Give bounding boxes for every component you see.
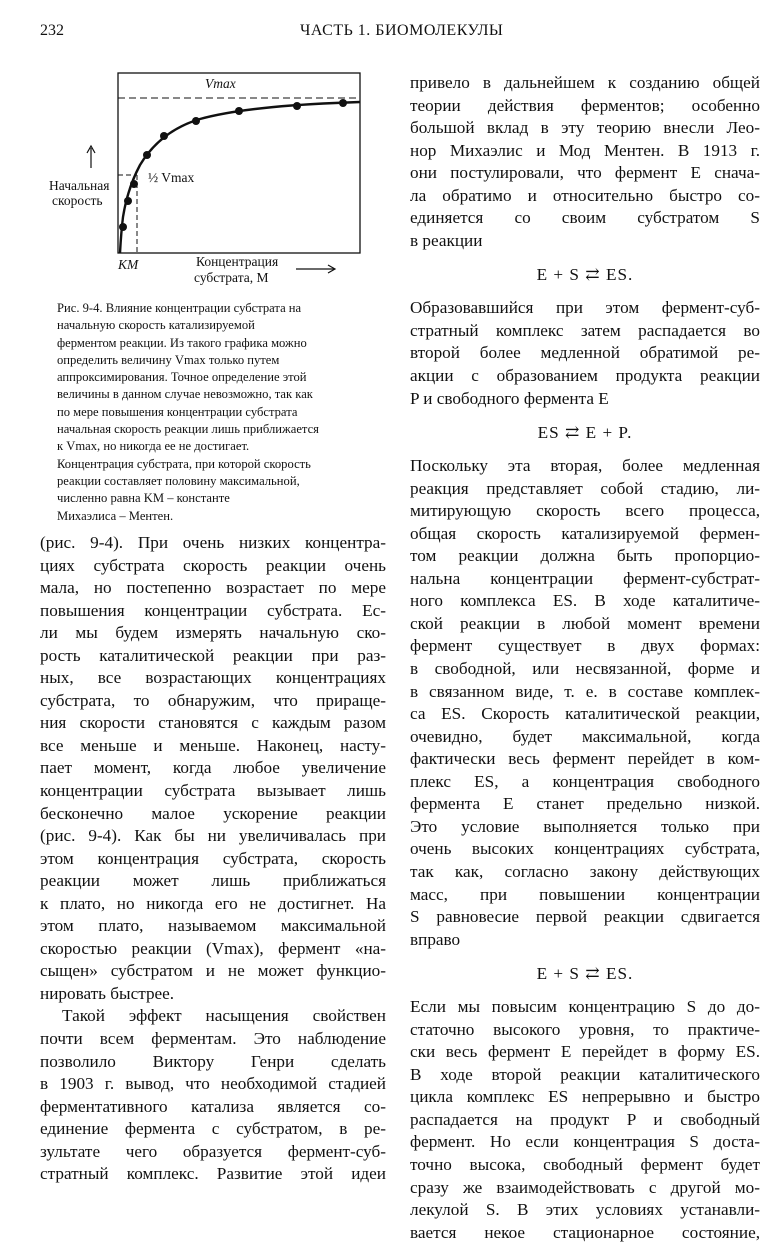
caption-line: численно равна KM – константе <box>57 491 230 506</box>
text-line: ли мы будем измерять начальную ско- <box>40 623 386 643</box>
text-line: Образовавшийся при этом фермент-суб- <box>410 298 760 318</box>
data-point <box>339 99 347 107</box>
text-line: второй более медленной обратимой ре- <box>410 343 760 363</box>
text-line: в связанном виде, т. е. в составе комплек- <box>410 681 760 701</box>
caption-line: величины в данном случае невозможно, так как <box>57 387 313 402</box>
equation: ES ⇄ E + P. <box>537 423 633 443</box>
km-label: KM <box>118 257 139 272</box>
text-line: зультате чего образуется фермент-суб- <box>40 1141 386 1161</box>
text-line: мала, но постепенно возрастает по мере <box>40 578 386 598</box>
text-line: так как, согласно закону действующих <box>410 861 760 881</box>
data-point <box>124 197 132 205</box>
text-line: (рис. 9-4). При очень низких концентра- <box>40 533 386 552</box>
text-line: стратный комплекс затем распадается во <box>410 320 760 340</box>
right-column-text <box>410 72 760 1244</box>
text-line: реакция представляет собой стадию, ли- <box>410 478 760 498</box>
text-line: все меньше и меньше. Наконец, насту- <box>40 735 386 755</box>
text-line: большой вклад в эту теорию внесли Лео- <box>410 118 760 138</box>
text-line: очень высоких концентрациях субстрата, <box>410 839 760 859</box>
equation: E + S ⇄ ES. <box>536 265 634 285</box>
up-arrow-icon <box>87 146 95 168</box>
text-line: нор Михаэлис и Мод Ментен. В 1913 г. <box>410 140 760 160</box>
text-line: ски весь фермент E перейдет в форму ES. <box>410 1042 760 1062</box>
text-line: ния скорости становятся с каждым разом <box>40 713 386 733</box>
text-line: реакции может лишь приближаться <box>40 871 386 891</box>
text-line: ла обратимо и относительно быстро со- <box>410 185 760 205</box>
y-axis-label-line1: Начальная <box>49 178 110 193</box>
text-line: в реакции <box>410 230 483 250</box>
data-point <box>293 102 301 110</box>
text-line: общая скорость катализируемой фермен- <box>410 523 760 543</box>
text-line: в 1903 г. вывод, что необходимой стадией <box>40 1074 386 1094</box>
text-line: этом плато, называемом максимальной <box>40 916 386 936</box>
text-line: (рис. 9-4). Как бы ни увеличивалась при <box>40 826 386 846</box>
text-line: этом концентрация субстрата, скорость <box>40 848 386 868</box>
data-point <box>235 107 243 115</box>
plot-frame <box>118 73 360 253</box>
text-line: нальна концентрации фермент-субстрат- <box>410 568 760 588</box>
x-axis-label-line2: субстрата, М <box>194 270 269 285</box>
text-line: S равновесие первой реакции сдвигается <box>410 907 760 927</box>
right-arrow-icon <box>296 265 335 273</box>
text-line: митирующую скорость всего процесса, <box>410 501 760 521</box>
caption-line: Концентрация субстрата, при которой скорость <box>57 456 311 471</box>
caption-line: реакции составляет половину максимальной, <box>57 473 300 488</box>
text-line: ферментативного катализа является со- <box>40 1096 386 1116</box>
caption-line: определить величину Vmax только путем <box>57 352 280 367</box>
data-point <box>119 223 127 231</box>
caption-line: Рис. 9-4. Влияние концентрации субстрата на <box>57 301 302 315</box>
caption-line: Михаэлиса – Ментен. <box>57 508 174 523</box>
vmax-label: Vmax <box>205 76 236 91</box>
text-line: они постулировали, что фермент E снача- <box>410 163 760 183</box>
text-line: вается некое стационарное состояние, <box>410 1222 760 1242</box>
text-line: фермент. Но если концентрация S доста- <box>410 1132 760 1152</box>
text-line: нировать быстрее. <box>40 983 175 1003</box>
text-line: распадается на продукт P и свободный <box>410 1109 760 1129</box>
caption-line: ферментом реакции. Из такого графика можно <box>57 335 307 350</box>
text-line: сразу же взаимодействовать с другой мо- <box>410 1177 760 1197</box>
text-line: повышения концентрации субстрата. Ес- <box>40 600 386 620</box>
page-number: 232 <box>40 22 64 39</box>
data-point <box>130 180 138 188</box>
text-line: почти всем ферментам. Это наблюдение <box>40 1029 386 1049</box>
y-axis-label-line2: скорость <box>52 193 103 208</box>
text-line: ных, все возрастающих концентрациях <box>40 668 386 688</box>
caption-line: начальную скорость катализируемой <box>57 318 255 333</box>
equation: E + S ⇄ ES. <box>536 964 634 984</box>
text-line: масс, при повышении концентрации <box>410 884 760 904</box>
text-line: акции с образованием продукта реакции <box>410 366 760 386</box>
text-line: Такой эффект насыщения свойствен <box>62 1006 386 1026</box>
text-line: концентрации субстрата вызывает лишь <box>40 781 386 801</box>
text-line: ного комплекса ES. В ходе каталитиче- <box>410 591 760 611</box>
text-line: скоростью реакции (Vmax), фермент «на- <box>40 938 386 958</box>
caption-line: к Vmax, но никогда ее не достигает. <box>57 439 250 454</box>
text-line: са ES. Скорость каталитической реакции, <box>410 704 760 724</box>
data-points <box>119 99 347 231</box>
text-line: в свободной, или несвязанной, форме и <box>410 659 760 679</box>
text-line: фактически весь фермент перейдет в ком- <box>410 749 760 769</box>
text-line: том реакции должна быть пропорцио- <box>410 546 760 566</box>
text-line: сыщен» субстратом и не может функцио- <box>40 961 386 981</box>
text-line: единение фермента с субстратом, в ре- <box>40 1119 386 1139</box>
text-line: субстрата, то обнаружим, что прираще- <box>40 690 386 710</box>
text-line: единяется со своим субстратом S <box>410 208 760 228</box>
text-line: В ходе второй реакции каталитического <box>410 1064 760 1084</box>
text-line: Если мы повысим концентрацию S до до- <box>410 997 760 1017</box>
text-line: стратный комплекс. Развитие этой идеи <box>40 1164 386 1184</box>
text-line: к плато, но никогда его не достигнет. На <box>40 893 386 913</box>
text-line: позволило Виктору Генри сделать <box>40 1051 386 1071</box>
text-line: бесконечно малое ускорение реакции <box>40 803 386 823</box>
half-vmax-label: ½ Vmax <box>148 170 195 185</box>
text-line: пает момент, когда любое увеличение <box>40 758 386 778</box>
data-point <box>160 132 168 140</box>
left-column-text <box>40 532 386 1186</box>
caption-line: аппроксимирования. Точное определение этой <box>57 370 307 385</box>
text-line: рость каталитической реакции при раз- <box>40 645 386 665</box>
data-point <box>143 151 151 159</box>
text-line: Поскольку эта вторая, более медленная <box>410 456 760 476</box>
text-line: лекулой S. В этих условиях устанавли- <box>410 1200 760 1220</box>
running-title: ЧАСТЬ 1. БИОМОЛЕКУЛЫ <box>300 22 504 39</box>
text-line: очевидно, будет максимальной, когда <box>410 726 760 746</box>
caption-line: начальная скорость реакции лишь приближается <box>57 422 319 437</box>
text-line: циях субстрата скорость реакции очень <box>40 555 386 575</box>
text-line: Это условие выполняется только при <box>410 816 760 836</box>
text-line: ской реакции в любой момент времени <box>410 613 760 633</box>
caption-line: по мере повышения концентрации субстрата <box>57 404 298 419</box>
text-line: теории действия ферментов; особенно <box>410 95 760 115</box>
text-line: фермента E станет предельно низкой. <box>410 794 760 814</box>
text-line: фермент существует в двух формах: <box>410 636 760 656</box>
text-line: цикла комплекс ES непрерывно и быстро <box>410 1087 760 1107</box>
text-line: плекс ES, а концентрация свободного <box>410 771 760 791</box>
text-line: P и свободного фермента E <box>410 388 609 408</box>
text-line: вправо <box>410 929 461 949</box>
figure-caption <box>57 300 357 525</box>
text-line: точно высока, свободный фермент будет <box>410 1154 760 1174</box>
text-line: статочно высокого уровня, то практиче- <box>410 1019 760 1039</box>
text-line: привело в дальнейшем к созданию общей <box>410 73 760 92</box>
data-point <box>192 117 200 125</box>
x-axis-label-line1: Концентрация <box>196 254 279 269</box>
